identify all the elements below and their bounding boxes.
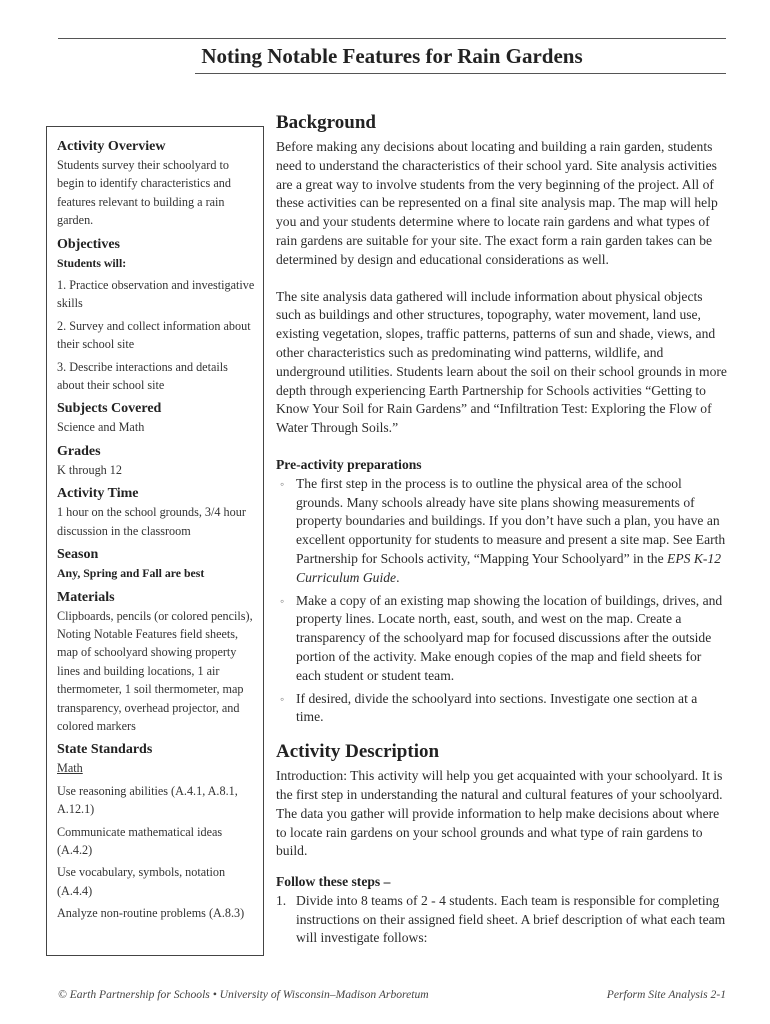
step-text: Divide into 8 teams of 2 - 4 students. Each team is responsible for completing instructions on their assigned field sheet. A brief description of what each team will investigate follows:: [296, 892, 726, 946]
time-text: 1 hour on the school grounds, 3/4 hour discussion in the classroom: [57, 505, 246, 538]
subjects-heading: Subjects Covered: [57, 401, 162, 417]
prep-list: [276, 475, 728, 727]
activity-sidebar: [46, 126, 264, 956]
prep-item-end: .: [396, 569, 400, 585]
page-title: Noting Notable Features for Rain Gardens: [201, 44, 583, 68]
activity-intro: Introduction: This activity will help you get acquainted with your schoolyard. It is the first step in understanding the natural and cultural features of your schoolyard. The data you gather will provide information to help make decisions about where to locate rain gardens on your school grounds and what type of rain gardens to build.: [276, 768, 723, 859]
footer-credit: © Earth Partnership for Schools • University of Wisconsin–Madison Arboretum: [58, 988, 429, 1001]
overview-heading: Activity Overview: [57, 139, 166, 154]
objective-item: 2. Survey and collect information about their school site: [57, 318, 251, 352]
season-text: Any, Spring and Fall are best: [57, 566, 205, 581]
grades-text: K through 12: [57, 462, 122, 477]
activity-heading: Activity Description: [276, 741, 440, 763]
subjects-text: Science and Math: [57, 420, 145, 435]
step-number: 1.: [276, 892, 287, 908]
prep-item: [276, 475, 728, 588]
background-heading: Background: [276, 112, 376, 133]
time-heading: Activity Time: [57, 486, 139, 502]
steps-list: [276, 892, 728, 948]
overview-text: Students survey their schoolyard to begin to identify characteristics and features relevant to building a rain garden.: [57, 158, 231, 228]
footer-page-number: Perform Site Analysis 2-1: [606, 988, 726, 1001]
standard-item: Analyze non-routine problems (A.8.3): [57, 906, 245, 921]
prep-heading: Pre-activity preparations: [276, 456, 422, 472]
objectives-heading: Objectives: [57, 236, 120, 252]
prep-item: ◦ If desired, divide the schoolyard into sections. Investigate one section at a time.: [276, 690, 728, 728]
objective-item: 1. Practice observation and investigative skills: [57, 278, 255, 311]
steps-heading: Follow these steps –: [276, 874, 391, 890]
materials-text: Clipboards, pencils (or colored pencils), Noting Notable Features field sheets, map of schoolyard showing property lines and building locations, 1 air thermometer, 1 soil thermometer, map transparency, overhead projector, and colored markers: [57, 608, 253, 733]
materials-heading: Materials: [57, 589, 115, 605]
step-item: [276, 892, 728, 948]
curriculum-guide-title: EPS K-12 Curriculum Guide: [296, 550, 722, 585]
main-content: [276, 112, 728, 948]
standard-item: Communicate mathematical ideas (A.4.2): [57, 824, 223, 857]
standard-item: Use reasoning abilities (A.4.1, A.8.1, A.12.1): [57, 783, 238, 817]
standards-subject: Math: [57, 761, 83, 776]
standards-heading: State Standards: [57, 742, 153, 758]
title-rule-top: [58, 38, 726, 39]
season-heading: Season: [57, 547, 99, 563]
objectives-subheading: Students will:: [57, 255, 127, 270]
title-rule-bottom: [195, 73, 726, 74]
objective-item: 3. Describe interactions and details about their school site: [57, 359, 228, 393]
background-paragraph-1: Before making any decisions about locating and building a rain garden, students need to understand the characteristics of their school yard. Site analysis activities are a great way to involve students from the very beginning of the project. All of these activities can be represented on a final site analysis map. The map will help you and your students determine where to locate rain gardens and what types of rain gardens are suitable for your site. The exact form a rain garden takes can be determined by design and educational considerations as well.: [276, 139, 718, 267]
prep-item: ◦ Make a copy of an existing map showing the location of buildings, drives, and property lines. Locate north, east, south, and west on the map. Create a transparency of the schoolyard map for focused discussions after the outside portion of the activity. Make enough copies of the map and field sheets for each student or student team.: [276, 592, 728, 686]
background-paragraph-2: The site analysis data gathered will include information about physical objects such as buildings and other structures, topography, water movement, land use, existing vegetation, slopes, traffic patterns, patterns of sun and shade, views, and other characteristics such as predominating wind patterns, wildlife, and underground utilities. Students learn about the soil on their school grounds in more depth through experiencing Earth Partnership for Schools activities “Getting to Know Your Soil for Rain Gardens” and “Infiltration Test: Exploring the Flow of Water Through Soils.”: [276, 288, 727, 436]
grades-heading: Grades: [57, 443, 101, 459]
standard-item: Use vocabulary, symbols, notation (A.4.4): [57, 865, 226, 898]
prep-item-text: The first step in the process is to outline the physical area of the school grounds. Many schools already have site plans showing measurements of property boundaries and buildings. If you don’t have such a plan, you have an excellent opportunity for students to measure and present a site map. See Earth Partnership for Schools activity, “Mapping Your Schoolyard” in the: [296, 475, 726, 566]
